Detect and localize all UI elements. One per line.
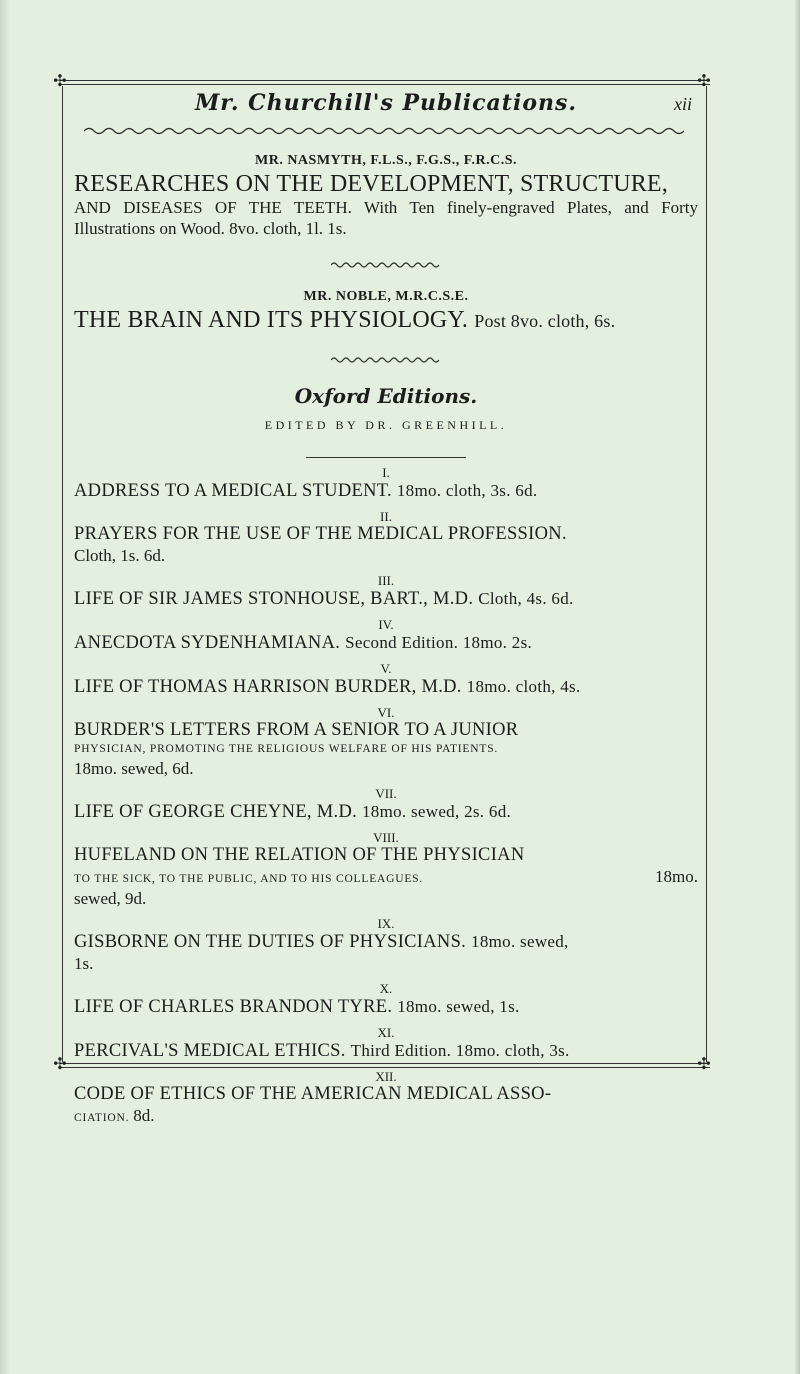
list-item [74, 662, 698, 698]
list-item [74, 510, 698, 566]
item-title: LIFE OF SIR JAMES STONHOUSE, BART., M.D. [74, 589, 474, 609]
section-price: Post 8vo. cloth, 6s. [474, 311, 616, 331]
item-detail: 18mo. [655, 867, 698, 886]
section-author: MR. NASMYTH, F.L.S., F.G.S., F.R.C.S. [255, 153, 517, 168]
item-detail: 18mo. sewed, 1s. [397, 997, 520, 1016]
item-title: PERCIVAL'S MEDICAL ETHICS. [74, 1041, 346, 1061]
item-title-line [74, 632, 698, 654]
item-detail: Cloth, 1s. 6d. [74, 546, 166, 565]
item-number: VI. [377, 705, 395, 720]
item-title-line [74, 996, 698, 1018]
item-detail: Cloth, 4s. 6d. [478, 589, 574, 608]
top-border-rule [60, 80, 710, 85]
list-item [74, 574, 698, 610]
item-number: XII. [375, 1069, 397, 1084]
item-detail: 18mo. sewed, 2s. 6d. [361, 802, 512, 821]
item-number: II. [380, 509, 392, 524]
list-item [74, 1026, 698, 1062]
item-number: XI. [377, 1025, 395, 1040]
item-title-line [74, 1040, 698, 1062]
item-title: CODE OF ETHICS OF THE AMERICAN MEDICAL ASSO- [74, 1084, 552, 1104]
item-title: LIFE OF GEORGE CHEYNE, M.D. [74, 802, 358, 822]
item-number: IV. [378, 617, 394, 632]
item-title: BURDER'S LETTERS FROM A SENIOR TO A JUNIOR [74, 720, 519, 740]
item-title: PRAYERS FOR THE USE OF THE MEDICAL PROFESSION. [74, 524, 567, 544]
item-title-line [74, 801, 698, 823]
item-number: IX. [377, 916, 395, 931]
series-editor: EDITED BY DR. GREENHILL. [264, 418, 508, 432]
corner-ornament-icon: ✣ [697, 1056, 711, 1073]
item-number: V. [380, 661, 392, 676]
item-number: VIII. [373, 830, 399, 845]
list-item [74, 706, 698, 779]
small-wavy-rule [331, 356, 441, 364]
corner-ornament-icon: ✣ [697, 73, 711, 90]
list-item [74, 466, 698, 502]
catalogue-list [74, 466, 698, 1127]
left-border-rule [62, 86, 63, 1062]
item-detail: sewed, 9d. [74, 889, 147, 908]
item-title: HUFELAND ON THE RELATION OF THE PHYSICIAN [74, 845, 525, 865]
page-edge-right [794, 0, 800, 1374]
running-header [74, 90, 698, 124]
item-detail: 18mo. sewed, [471, 932, 569, 951]
item-detail: 18mo. cloth, 3s. 6d. [396, 481, 538, 500]
item-detail: 1s. [74, 954, 94, 973]
right-border-rule [706, 86, 707, 1062]
item-title-line [74, 480, 698, 502]
list-item [74, 618, 698, 654]
item-detail: 8d. [133, 1106, 155, 1125]
item-subtitle: TO THE SICK, TO THE PUBLIC, AND TO HIS COLLEAGUES. [74, 873, 424, 885]
item-title-line [74, 676, 698, 698]
section-description: AND DISEASES OF THE TEETH. With Ten finely-engraved Plates, and Forty Illustrations on Wood. 8vo. cloth, 1l. 1s. [74, 198, 698, 238]
item-title: ANECDOTA SYDENHAMIANA. [74, 633, 341, 653]
list-item [74, 982, 698, 1018]
page-edge-left [0, 0, 10, 1374]
item-detail: Second Edition. 18mo. 2s. [345, 633, 533, 652]
list-item [74, 1070, 698, 1127]
corner-ornament-icon: ✣ [53, 1056, 67, 1073]
corner-ornament-icon: ✣ [53, 73, 67, 90]
list-item [74, 787, 698, 823]
page-number: xii [674, 94, 692, 114]
series-heading: Oxford Editions. [294, 384, 478, 408]
section-title: THE BRAIN AND ITS PHYSIOLOGY. [74, 307, 469, 333]
item-number: VII. [375, 786, 397, 801]
divider-rule [306, 457, 466, 458]
item-subtitle-line [74, 866, 698, 888]
item-detail: 18mo. sewed, 6d. [74, 759, 194, 778]
item-title: ADDRESS TO A MEDICAL STUDENT. [74, 481, 392, 501]
item-number: III. [377, 573, 395, 588]
item-number: X. [379, 981, 393, 996]
item-title-line [74, 588, 698, 610]
list-item [74, 917, 698, 974]
item-title: LIFE OF THOMAS HARRISON BURDER, M.D. [74, 677, 462, 697]
item-detail: Third Edition. 18mo. cloth, 3s. [350, 1041, 570, 1060]
item-number: I. [382, 465, 390, 480]
small-wavy-rule [331, 261, 441, 269]
item-subtitle: PHYSICIAN, PROMOTING THE RELIGIOUS WELFARE OF HIS PATIENTS. [74, 743, 499, 755]
page-content [74, 90, 698, 1127]
item-title: GISBORNE ON THE DUTIES OF PHYSICIANS. [74, 932, 467, 952]
item-subtitle-line [74, 1105, 698, 1127]
section-author: MR. NOBLE, M.R.C.S.E. [303, 289, 469, 304]
wavy-rule [84, 126, 684, 136]
section-title: RESEARCHES ON THE DEVELOPMENT, STRUCTURE, [74, 171, 668, 197]
section-title-line [74, 307, 698, 334]
running-title: Mr. Churchill's Publications. [194, 90, 578, 116]
list-item [74, 831, 698, 909]
item-title: LIFE OF CHARLES BRANDON TYRE. [74, 997, 393, 1017]
item-detail: 18mo. cloth, 4s. [466, 677, 581, 696]
item-subtitle: CIATION. [74, 1112, 130, 1124]
item-title-line [74, 931, 698, 953]
